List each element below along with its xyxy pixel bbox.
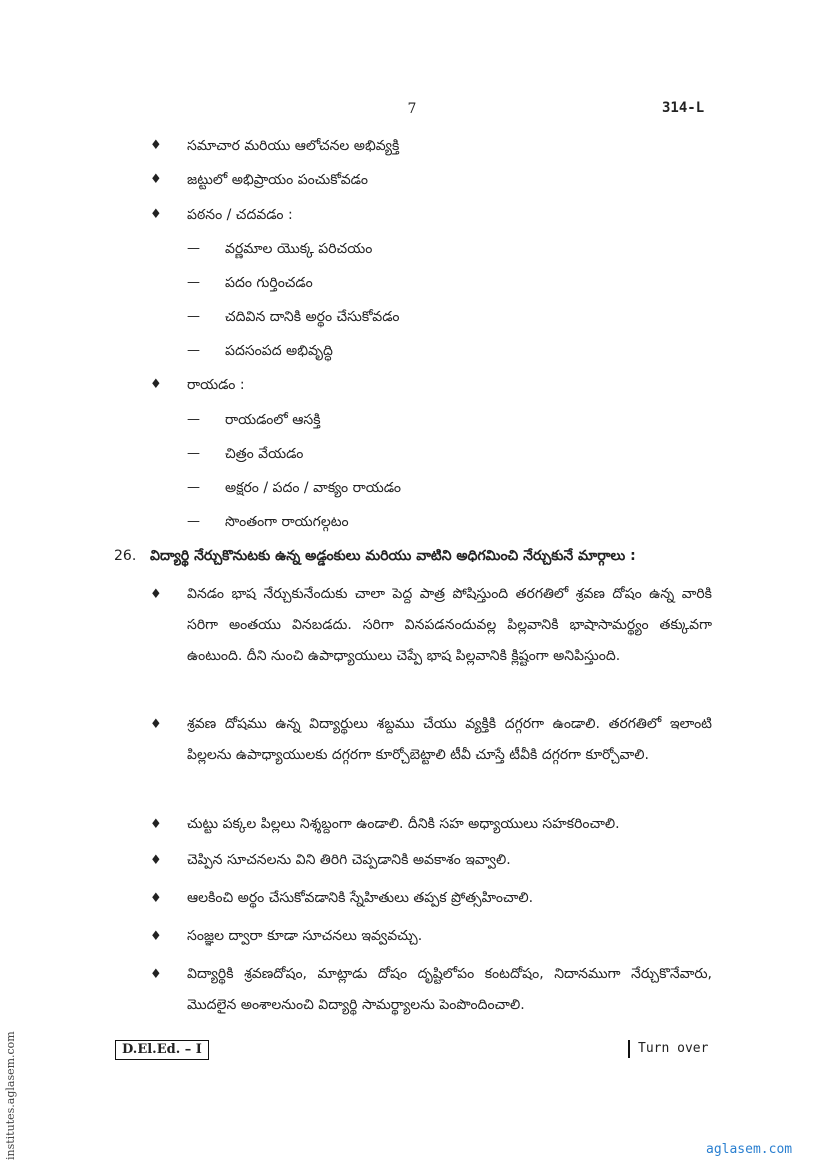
bullet-icon: ♦ bbox=[150, 853, 162, 868]
bullet-icon: ♦ bbox=[150, 587, 162, 602]
list-item: చదివిన దానికి అర్థం చేసుకోవడం bbox=[225, 309, 400, 325]
corner-watermark-link[interactable]: aglasem.com bbox=[706, 1142, 793, 1157]
dash-icon: — bbox=[187, 309, 200, 324]
bullet-icon: ♦ bbox=[150, 377, 162, 392]
bullet-icon: ♦ bbox=[150, 717, 162, 732]
answer-point: సంజ్ఞల ద్వారా కూడా సూచనలు ఇవ్వవచ్చు. bbox=[187, 928, 423, 944]
question-number: 26. bbox=[114, 548, 137, 564]
question-title: విద్యార్థి నేర్చుకొనుటకు ఉన్న అడ్డంకులు మరియు వాటిని అధిగమించి నేర్చుకునే మార్గాలు : bbox=[150, 548, 636, 564]
answer-point: విద్యార్థికి శ్రవణదోషం, మాట్లాడు దోషం దృష్టిలోపం కంటదోషం, నిదానముగా నేర్చుకొనేవారు, మొదలైన అంశాలనుంచి విద్యార్థి సామర్థ్యాలను పెంపొందించాలి. bbox=[187, 966, 712, 1013]
list-item: సొంతంగా రాయగల్గటం bbox=[225, 514, 349, 530]
dash-icon: — bbox=[187, 514, 200, 529]
list-item: చిత్రం వేయడం bbox=[225, 446, 304, 462]
turn-over-label: Turn over bbox=[628, 1040, 708, 1058]
bullet-icon: ♦ bbox=[150, 138, 162, 153]
dash-icon: — bbox=[187, 241, 200, 256]
bullet-icon: ♦ bbox=[150, 172, 162, 187]
bullet-icon: ♦ bbox=[150, 929, 162, 944]
course-code-box: D.El.Ed. – I bbox=[115, 1040, 209, 1060]
bullet-icon: ♦ bbox=[150, 817, 162, 832]
list-item: పదం గుర్తించడం bbox=[225, 275, 313, 291]
list-item: జట్టులో అభిప్రాయం పంచుకోవడం bbox=[187, 172, 368, 188]
side-watermark: institutes.aglasem.com bbox=[4, 1031, 17, 1160]
list-item: అక్షరం / పదం / వాక్యం రాయడం bbox=[225, 480, 401, 496]
dash-icon: — bbox=[187, 275, 200, 290]
bullet-icon: ♦ bbox=[150, 891, 162, 906]
answer-point: వినడం భాష నేర్చుకునేందుకు చాలా పెద్ద పాత్ర పోషిస్తుంది తరగతిలో శ్రవణ దోషం ఉన్న వారికి సరిగా అంతయు వినబడదు. సరిగా వినపడనందువల్ల పిల్లవానికి భాషాసామర్థ్యం తక్కువగా ఉంటుంది. దీని నుంచి ఉపాధ్యాయులు చెప్పే భాష పిల్లవానికి క్లిష్టంగా అనిపిస్తుంది. bbox=[187, 586, 712, 664]
section-heading-reading: పఠనం / చదవడం : bbox=[187, 207, 293, 223]
bullet-icon: ♦ bbox=[150, 207, 162, 222]
page-number: 7 bbox=[407, 101, 417, 117]
answer-point: శ్రవణ దోషము ఉన్న విద్యార్థులు శబ్దము చేయు వ్యక్తికి దగ్గరగా ఉండాలి. తరగతిలో ఇలాంటి పిల్లలను ఉపాధ్యాయులకు దగ్గరగా కూర్చోబెట్టాలి టీవీ చూస్తే టీవీకి దగ్గరగా కూర్చోవాలి. bbox=[187, 716, 712, 763]
list-item: వర్ణమాల యొక్క పరిచయం bbox=[225, 241, 373, 257]
answer-point: ఆలకించి అర్థం చేసుకోవడానికి స్నేహితులు తప్పక ప్రోత్సహించాలి. bbox=[187, 890, 534, 906]
list-item: సమాచార మరియు ఆలోచనల అభివ్యక్తి bbox=[187, 138, 400, 154]
dash-icon: — bbox=[187, 480, 200, 495]
bullet-icon: ♦ bbox=[150, 967, 162, 982]
paper-code: 314-L bbox=[662, 100, 705, 116]
dash-icon: — bbox=[187, 343, 200, 358]
dash-icon: — bbox=[187, 412, 200, 427]
list-item: రాయడంలో ఆసక్తి bbox=[225, 412, 321, 428]
list-item: పదసంపద అభివృద్ధి bbox=[225, 343, 333, 359]
dash-icon: — bbox=[187, 446, 200, 461]
answer-point: చెప్పిన సూచనలను విని తిరిగి చెప్పడానికి అవకాశం ఇవ్వాలి. bbox=[187, 852, 511, 868]
section-heading-writing: రాయడం : bbox=[187, 377, 245, 393]
answer-point: చుట్టు పక్కల పిల్లలు నిశ్శబ్దంగా ఉండాలి. దీనికి సహ అధ్యాయులు సహకరించాలి. bbox=[187, 816, 620, 832]
